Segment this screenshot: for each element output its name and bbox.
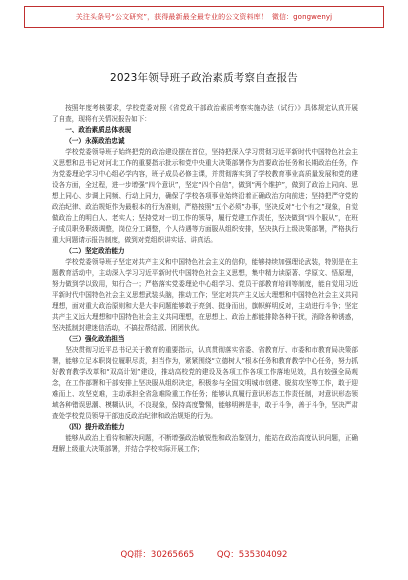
promo-banner-text: 关注头条号“公文研究”，获得最新最全最专业的公文资料库！ (75, 13, 268, 21)
subsection-heading: （三）强化政治担当 (65, 335, 125, 343)
intro-paragraph: 按照年度考核要求，学校党委对照《省党政干部政治素质考察实施办法（试行）》具体规定认真开展了自查，现将有关情况报告如下： (52, 104, 358, 123)
qq-number: QQ：535304092 (216, 550, 288, 560)
body-paragraph: 学校党委领导班子始终把党的政治建设摆在首位，坚持把深入学习贯彻习近平新时代中国特色社会主义思想和总书记对河北工作的重要指示批示和党中央重大决策部署作为首要政治任务和长期政治任务，作为党委理论学习中心组必学内容，班子成员必修主课，并贯彻落实到了学校教育事业高质量发展和党的建设各方面，全过程，进一步增强“四个意识”，坚定“四个自信”，做到“两个维护”，做到了政治上同向、思想上同心、步调上同频、行动上同力，确保了学校各项事业始终沿着正确政治方向前进；坚持把严守党的政治纪律、政治规矩作为最根本的行为准则，严格按照“五个必须”办事，坚决反对“七个有之”现象，自觉做政治上的明白人、老实人；坚持党对一切工作的领导，履行党建工作责任，坚决做到“四个服从”，在班子成员职务职级调整，岗位分工调整，个人待遇等方面服从组织安排，坚决执行上级决策部署，严格执行重大问题请示报告制度，做到对党组织讲实话、讲真话。 (52, 148, 358, 244)
body-paragraph: 能够从政治上看待和解决问题，不断增强政治敏锐性和政治鉴别力，能站在政治高度认识问题，正确理解上级重大决策部署，并结合学校实际开展工作； (52, 434, 358, 453)
body-paragraph: 学校党委领导班子坚定对共产主义和中国特色社会主义的信仰，能够持续加强理论武装，特别是在主题教育活动中，主动深入学习习近平新时代中国特色社会主义思想，集中精力读原著、学原文、悟原理，努力做到学以致用，知行合一；严格落实党委理论中心组学习、党员干部教育培训等制度，能自觉用习近平新时代中国特色社会主义思想武装头脑，推动工作；坚定对共产主义远大理想和中国特色社会主义共同理想，面对重大政治原则和大是大非问题能够敢于亮剑、挺身而出，旗帜鲜明反对，主动进行斗争；坚定共产主义远大理想和中国特色社会主义共同理想，在思想上、政治上都能排除各种干扰，消除各种诱惑，坚决抵制封建迷信活动，不搞拉帮结派、团团伙伙。 (52, 258, 358, 332)
subsection-heading: （四）提升政治能力 (65, 423, 125, 431)
qq-group: QQ群：30265665 (120, 550, 195, 560)
body-paragraph: 坚决贯彻习近平总书记关于教育的重要指示，认真贯彻落实省委、省教育厅、市委和市教育局决策部署，能够立足本职岗位履职尽责，担当作为，紧紧围绕“立德树人”根本任务和教育教学中心任务，努力抓好教育教学改革和“双高计划”建设，推动高校党的建设及各项工作各项工作落地见效，具有较强全局观念，在工作部署和干部安排上坚决服从组织决定，积极参与全国文明城市创建、脱贫攻坚等工作，敢于迎难而上、攻坚克难，主动承担全省急难险重工作任务；能够认真履行意识形态工作责任制，对意识形态领域各种错误思潮、模糊认识，不良现象，保持高度警惕，能够明辨是非，敢于斗争，善于斗争，坚决严肃查处学校党员领导干部违反政治纪律和政治规矩的行为。 (52, 346, 358, 420)
contact-footer (0, 548, 408, 560)
document-body (52, 103, 358, 455)
subsection-heading: （一）永葆政治忠诚 (65, 137, 125, 145)
document-title: 2023年领导班子政治素质考察自查报告 (109, 72, 299, 84)
subsection-heading: （二）坚定政治能力 (65, 247, 125, 255)
promo-banner-wechat: 微信：gongwenyj (271, 13, 333, 21)
section-heading: 一、政治素质总体表现 (65, 126, 132, 134)
promo-banner[interactable] (24, 6, 384, 28)
